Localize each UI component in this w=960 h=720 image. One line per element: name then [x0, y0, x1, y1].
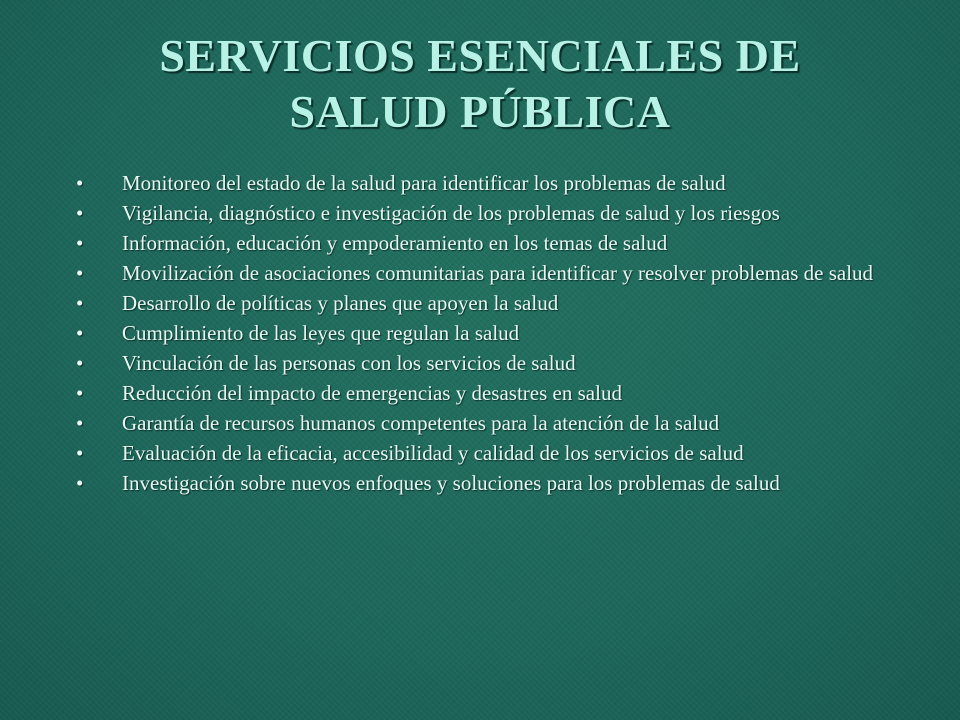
bullet-icon: • — [76, 471, 84, 495]
list-item-text: Garantía de recursos humanos competentes para la atención de la salud — [122, 411, 720, 435]
list-item-text: Evaluación de la eficacia, accesibilidad y calidad de los servicios de salud — [122, 441, 744, 465]
list-item — [70, 232, 890, 254]
bullet-icon: • — [76, 231, 84, 255]
list-item — [70, 202, 890, 224]
list-item — [70, 292, 890, 314]
list-item-text: Monitoreo del estado de la salud para identificar los problemas de salud — [122, 171, 726, 195]
list-item — [70, 442, 890, 464]
bullet-icon: • — [76, 291, 84, 315]
bullet-icon: • — [76, 171, 84, 195]
list-item — [70, 472, 890, 494]
list-item-text: Desarrollo de políticas y planes que apoyen la salud — [122, 291, 559, 315]
list-item-text: Vinculación de las personas con los servicios de salud — [122, 351, 576, 375]
list-item-text: Investigación sobre nuevos enfoques y soluciones para los problemas de salud — [122, 471, 780, 495]
list-item-text: Información, educación y empoderamiento en los temas de salud — [122, 231, 668, 255]
list-item — [70, 322, 890, 344]
list-item-text: Reducción del impacto de emergencias y desastres en salud — [122, 381, 622, 405]
list-item-text: Vigilancia, diagnóstico e investigación de los problemas de salud y los riesgos — [122, 201, 780, 225]
list-item-text: Movilización de asociaciones comunitarias para identificar y resolver problemas de salud — [122, 261, 874, 285]
title-line-2: SALUD PÚBLICA — [289, 86, 671, 137]
bullet-list — [70, 172, 890, 502]
bullet-icon: • — [76, 351, 84, 375]
bullet-icon: • — [76, 411, 84, 435]
list-item — [70, 382, 890, 404]
list-item — [70, 412, 890, 434]
slide-title — [60, 28, 900, 140]
bullet-icon: • — [76, 381, 84, 405]
bullet-icon: • — [76, 261, 84, 285]
bullet-icon: • — [76, 201, 84, 225]
bullet-icon: • — [76, 321, 84, 345]
list-item — [70, 262, 890, 284]
list-item-text: Cumplimiento de las leyes que regulan la salud — [122, 321, 520, 345]
list-item — [70, 172, 890, 194]
title-line-1: SERVICIOS ESENCIALES DE — [159, 30, 801, 81]
list-item — [70, 352, 890, 374]
bullet-icon: • — [76, 441, 84, 465]
